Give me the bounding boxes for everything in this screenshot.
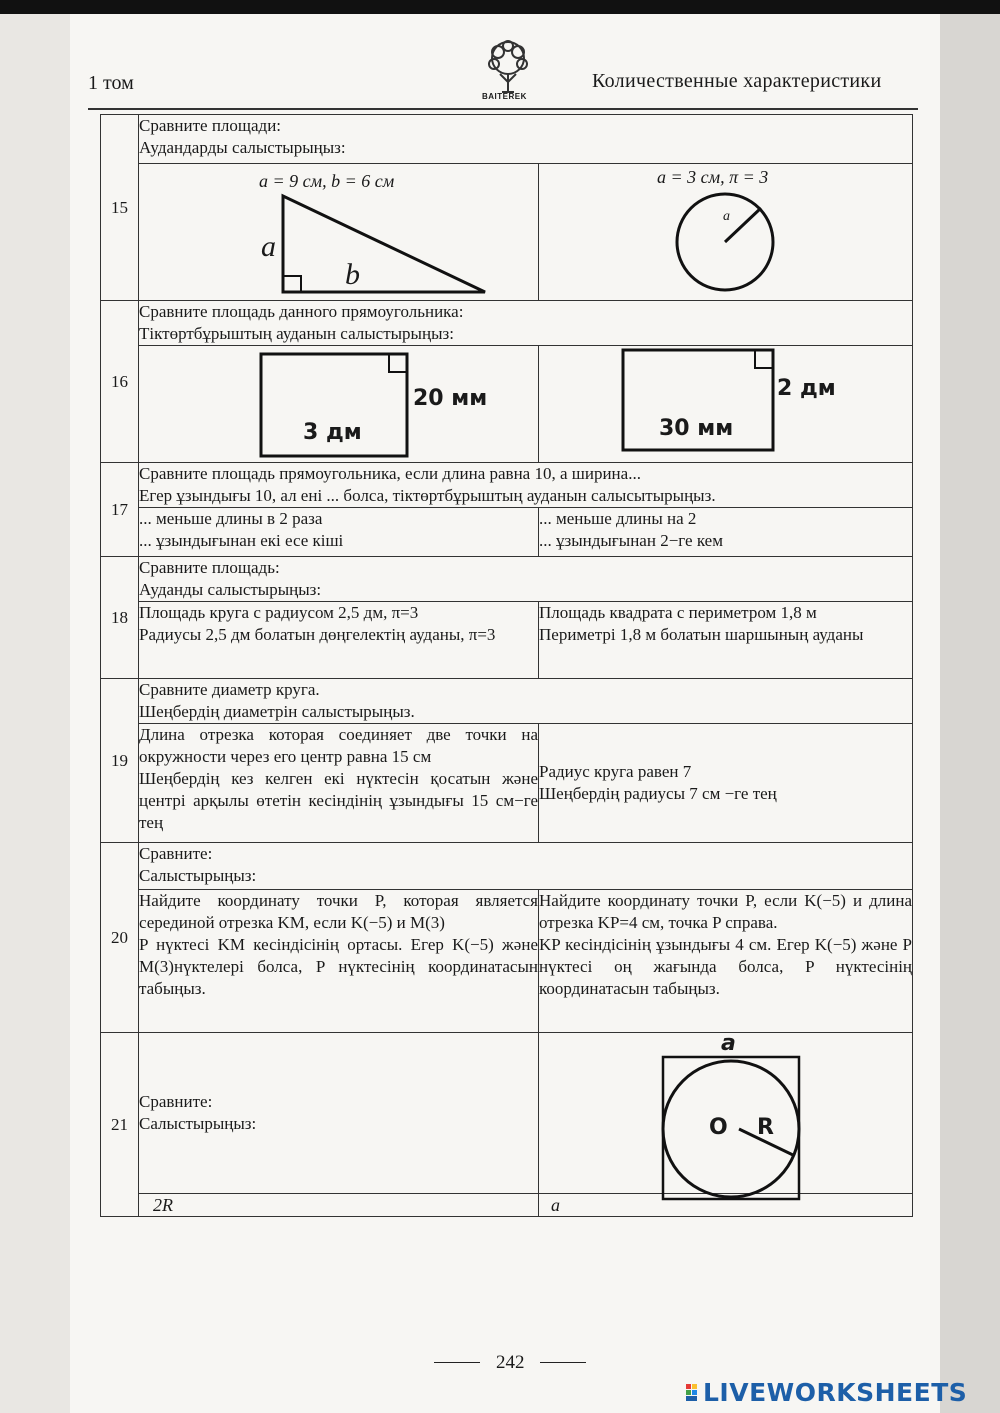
circle-radius-label: a: [723, 209, 730, 224]
task-text-kz: Шеңбердің диаметрін салыстырыңыз.: [139, 702, 415, 721]
option-left-kz: Шеңбердің кез келген екі нүктесін қосатын және центрі арқылы өтетін кесіндінің ұзындығы 15 см−ге тең: [139, 769, 538, 832]
task-text-ru: Сравните диаметр круга.: [139, 680, 320, 699]
row-15-header: [101, 115, 913, 164]
rectangle-left-cell: [139, 346, 539, 463]
footer-line-right: [540, 1362, 586, 1363]
task-text-kz: Ауданды салыстырыңыз:: [139, 580, 322, 599]
row-18-options: [101, 602, 913, 679]
row-21-figure: [101, 1033, 913, 1194]
task-text-ru: Сравните:: [139, 1092, 213, 1111]
volume-label: 1 том: [88, 72, 134, 94]
option-left-ru: ... меньше длины в 2 раза: [139, 509, 323, 528]
rectangle-right-cell: [539, 346, 913, 463]
option-right-kz: Периметрі 1,8 м болатын шаршының ауданы: [539, 625, 864, 644]
inscribed-circle-cell: [539, 1033, 913, 1194]
task-text-kz: Салыстырыңыз:: [139, 866, 257, 885]
top-dark-strip: [0, 0, 1000, 14]
rect-left-width-label: 3 дм: [303, 420, 362, 445]
option-left-kz: Радиусы 2,5 дм болатын дөңгелектің ауданы, π=3: [139, 625, 496, 644]
row-number: 20: [101, 843, 139, 1033]
row-18-header: [101, 557, 913, 602]
row-number: 19: [101, 679, 139, 843]
rectangle-right-figure: [539, 346, 913, 462]
task-text-ru: Сравните:: [139, 844, 213, 863]
task-text-ru: Сравните площадь:: [139, 558, 280, 577]
row-19-header: [101, 679, 913, 724]
circle-formula: a = 3 см, π = 3: [657, 167, 769, 187]
task-text-kz: Егер ұзындығы 10, ал ені ... болса, тіктөртбұрыштың ауданын салысытырыңыз.: [139, 486, 716, 505]
rect-right-height-label: 2 дм: [777, 376, 836, 401]
option-left-ru: Площадь круга с радиусом 2,5 дм, π=3: [139, 603, 419, 622]
row-19-options: [101, 724, 913, 843]
label-side-a: a: [261, 230, 276, 263]
row-16-header: [101, 301, 913, 346]
row-number: 16: [101, 301, 139, 463]
row-16-figures: [101, 346, 913, 463]
chapter-title: Количественные характеристики: [592, 70, 882, 92]
circle-figure: [539, 164, 913, 300]
row-number: 18: [101, 557, 139, 679]
option-right-ru: Найдите координату точки P, если K(−5) и длина отрезка KP=4 см, точка P справа.: [539, 891, 913, 932]
answer-right: a: [539, 1194, 913, 1217]
rect-right-width-label: 30 мм: [659, 416, 734, 441]
circle-cell: [539, 164, 913, 301]
task-text-ru: Сравните площадь прямоугольника, если длина равна 10, а ширина...: [139, 464, 641, 483]
row-number: 15: [101, 115, 139, 301]
row-20-header: [101, 843, 913, 890]
option-right-kz: KP кесіндісінің ұзындығы 4 см. Егер K(−5) және P нүктесі оң жағында болса, P нүктесінің координатасын табыңыз.: [539, 935, 913, 998]
logo-text: BAITEREK: [482, 92, 527, 101]
option-left-kz: P нүктесі KM кесіндісінің ортасы. Егер K(−5) және M(3)нүктелері болса, P нүктесінің координатасын табыңыз.: [139, 935, 538, 998]
exercise-table: [100, 114, 913, 1217]
square-side-label: a: [721, 1031, 736, 1056]
header-rule: [88, 108, 918, 110]
row-17-header: [101, 463, 913, 508]
radius-label: R: [757, 1115, 774, 1140]
task-text-kz: Салыстырыңыз:: [139, 1114, 257, 1133]
right-triangle-figure: [139, 164, 539, 300]
triangle-cell: [139, 164, 539, 301]
task-text-ru: Сравните площади:: [139, 116, 282, 135]
option-right-ru: Площадь квадрата с периметром 1,8 м: [539, 603, 817, 622]
footer-line-left: [434, 1362, 480, 1363]
option-right-kz: Шеңбердің радиусы 7 см −ге тең: [539, 784, 777, 803]
rect-left-height-label: 20 мм: [413, 386, 488, 411]
page-edge-shadow: [940, 14, 1000, 1413]
label-side-b: b: [345, 258, 360, 291]
option-left-ru: Длина отрезка которая соединяет две точки на окружности через его центр равна 15 см: [139, 725, 538, 766]
row-17-options: [101, 508, 913, 557]
answer-left: 2R: [139, 1194, 539, 1217]
option-right-ru: Радиус круга равен 7: [539, 762, 692, 781]
triangle-formula: a = 9 см, b = 6 см: [259, 171, 395, 191]
task-text-kz: Аудандарды салыстырыңыз:: [139, 138, 346, 157]
row-20-options: [101, 890, 913, 1033]
row-number: 17: [101, 463, 139, 557]
center-label: O: [709, 1115, 728, 1140]
option-right-ru: ... меньше длины на 2: [539, 509, 697, 528]
liveworksheets-logo-icon: [686, 1382, 702, 1404]
row-number: 21: [101, 1033, 139, 1217]
option-left-kz: ... ұзындығынан екі есе кіші: [139, 531, 344, 550]
task-text-ru: Сравните площадь данного прямоугольника:: [139, 302, 464, 321]
liveworksheets-watermark: LIVEWORKSHEETS: [703, 1378, 968, 1407]
task-text-kz: Тіктөртбұрыштың ауданын салыстырыңыз:: [139, 324, 454, 343]
row-15-figures: [101, 164, 913, 301]
option-right-kz: ... ұзындығынан 2−ге кем: [539, 531, 723, 550]
option-left-ru: Найдите координату точки P, которая является серединой отрезка KM, если K(−5) и M(3): [139, 891, 538, 932]
page-number: 242: [496, 1352, 525, 1373]
